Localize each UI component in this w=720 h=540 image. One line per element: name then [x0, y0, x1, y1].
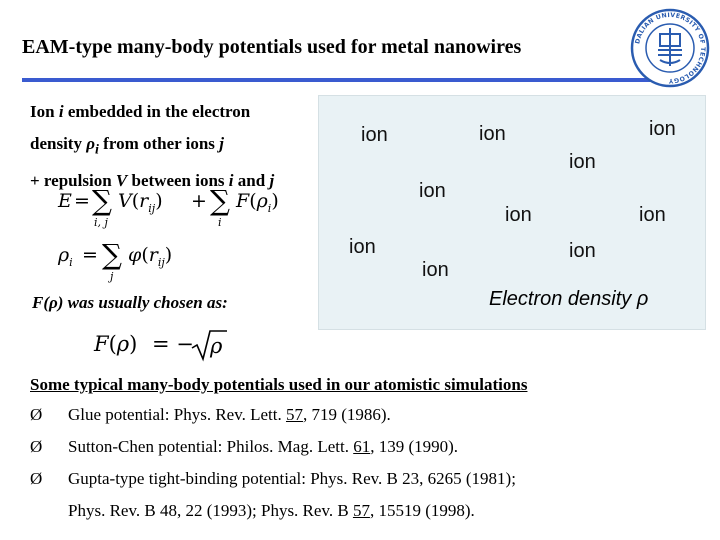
list-item-continuation — [68, 501, 475, 521]
var-v: V — [115, 171, 128, 191]
var-i: i — [58, 102, 64, 121]
text: Phys. Rev. B 48, 22 (1993); Phys. Rev. B — [68, 501, 353, 520]
var-i: i — [228, 171, 234, 191]
text: Ion — [30, 102, 59, 121]
text: from other ions — [98, 134, 220, 153]
text: , 15519 (1998). — [369, 501, 475, 520]
electron-density-diagram — [318, 95, 706, 330]
ion-label: ion — [422, 259, 449, 281]
var-rho: ρ — [86, 134, 95, 153]
text: density — [30, 134, 87, 153]
energy-formula: E = ∑ i, j $V(r_{ij})$ + ∑ i $F(\rho_i)$ — [58, 184, 279, 229]
text: Sutton-Chen potential: Philos. Mag. Lett. — [68, 437, 354, 456]
text: Glue potential: Phys. Rev. Lett. — [68, 405, 286, 424]
volume: 57 — [352, 501, 370, 520]
var-j: j — [269, 171, 275, 191]
text: between ions — [127, 171, 229, 191]
volume: 57 — [285, 405, 303, 424]
ion-label: ion — [569, 240, 596, 262]
ion-label: ion — [505, 204, 532, 226]
title-underline-rule — [22, 78, 652, 82]
slide-title: EAM-type many-body potentials used for metal nanowires — [22, 36, 522, 58]
text: + repulsion — [30, 171, 116, 191]
ion-label: ion — [419, 180, 446, 202]
electron-density-label: Electron density ρ — [489, 288, 649, 310]
potentials-list-heading: Some typical many-body potentials used in our atomistic simulations — [30, 375, 528, 394]
density-formula: $\rho_i$ = ∑ j $\varphi(r_{ij})$ — [58, 238, 173, 283]
seal-text: DALIAN UNIVERSITY OF TECHNOLOGY — [634, 11, 707, 85]
ion-label: ion — [639, 204, 666, 226]
ion-label: ion — [349, 236, 376, 258]
embedding-formula: F(ρ) = − ρ — [94, 326, 264, 370]
text: Gupta-type tight-binding potential: Phys. Rev. B 23, 6265 (1981); — [68, 469, 516, 488]
text: , 139 (1990). — [370, 437, 459, 456]
arrow-bullet-icon: Ø — [30, 469, 43, 488]
list-item — [30, 469, 516, 489]
arrow-bullet-icon: Ø — [30, 437, 43, 456]
ion-label: ion — [569, 151, 596, 173]
description-line-2 — [30, 128, 330, 165]
list-item — [30, 437, 458, 457]
text: embedded in the electron — [63, 102, 251, 121]
list-item — [30, 405, 391, 425]
embedding-function-note: F(ρ) was usually chosen as: — [32, 293, 228, 312]
ion-label: ion — [361, 124, 388, 146]
arrow-bullet-icon: Ø — [30, 405, 43, 424]
var-j: j — [219, 134, 224, 153]
ion-label: ion — [649, 118, 676, 140]
university-seal-logo — [630, 8, 710, 88]
subscript-i: i — [94, 141, 99, 158]
eam-description — [30, 96, 330, 197]
volume: 61 — [353, 437, 371, 456]
text: and — [233, 171, 270, 191]
text: , 719 (1986). — [302, 405, 391, 424]
description-line-1 — [30, 96, 330, 128]
ion-label: ion — [479, 123, 506, 145]
